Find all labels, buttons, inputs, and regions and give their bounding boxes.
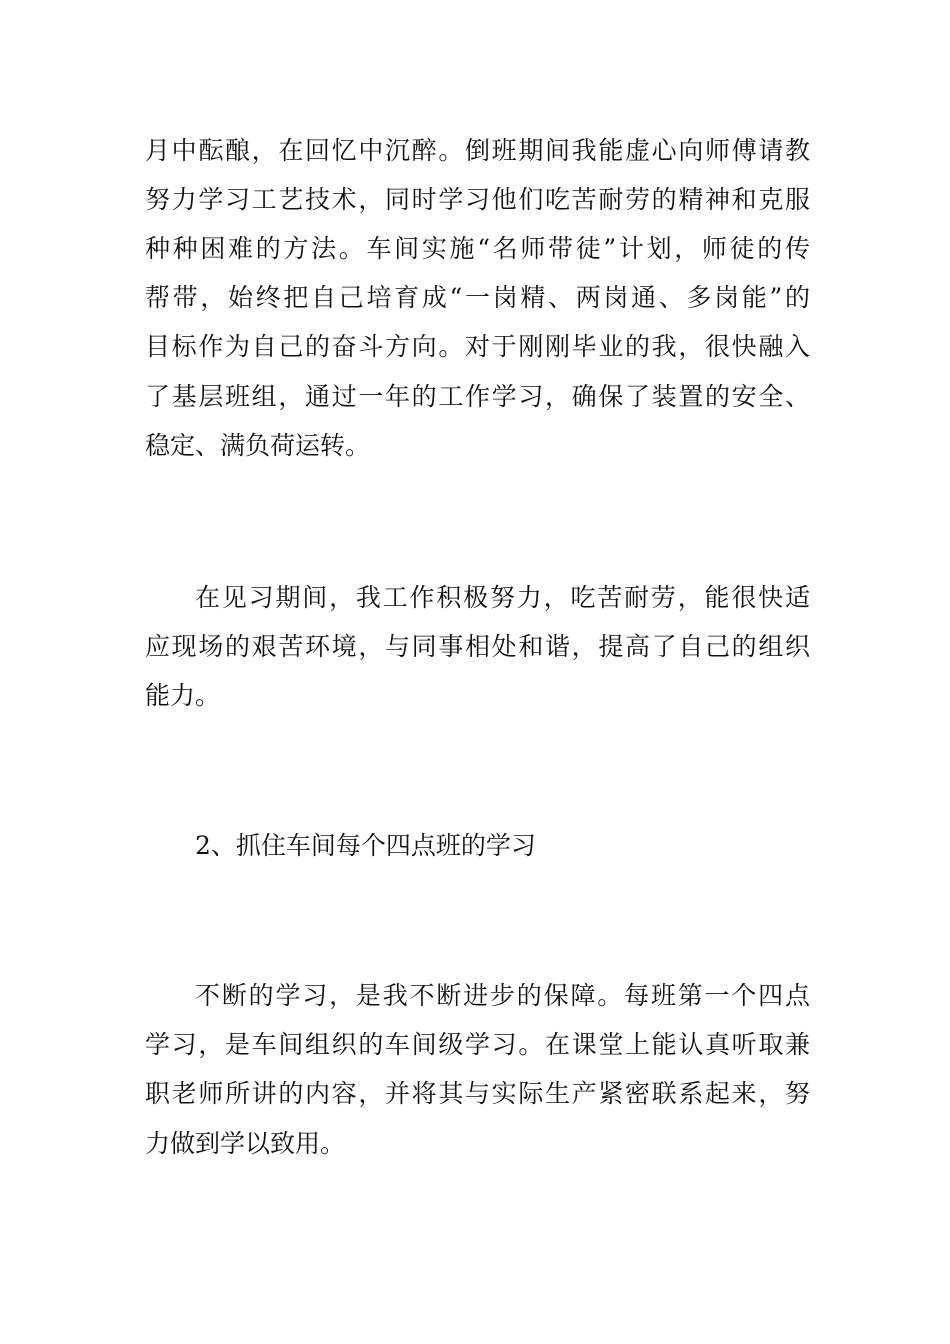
paragraph-1-line-7: 稳定、满负荷运转。 <box>145 431 371 460</box>
paragraph-2-line-2: 应现场的艰苦环境，与同事相处和谐，提高了自己的组织 <box>145 632 810 661</box>
paragraph-1-line-2: 努力学习工艺技术，同时学习他们吃苦耐劳的精神和克服 <box>145 185 810 214</box>
section-heading: 2、抓住车间每个四点班的学习 <box>195 831 536 860</box>
paragraph-1-line-4: 帮带，始终把自己培育成“一岗精、两岗通、多岗能”的 <box>145 283 810 312</box>
paragraph-4-line-4: 力做到学以致用。 <box>145 1129 346 1158</box>
paragraph-1-line-3: 种种困难的方法。车间实施“名师带徒”计划，师徒的传 <box>145 234 810 263</box>
paragraph-1-line-5: 目标作为自己的奋斗方向。对于刚刚毕业的我，很快融入 <box>145 332 810 361</box>
paragraph-4-line-2: 学习，是车间组织的车间级学习。在课堂上能认真听取兼 <box>145 1030 810 1059</box>
paragraph-1-line-6: 了基层班组，通过一年的工作学习，确保了装置的安全、 <box>145 382 810 411</box>
paragraph-1-line-1: 月中酝酿，在回忆中沉醉。倒班期间我能虚心向师傅请教 <box>145 136 810 165</box>
paragraph-4-line-1: 不断的学习，是我不断进步的保障。每班第一个四点 <box>195 981 810 1010</box>
paragraph-2-line-3: 能力。 <box>145 681 221 710</box>
paragraph-4-line-3: 职老师所讲的内容，并将其与实际生产紧密联系起来，努 <box>145 1079 810 1108</box>
paragraph-2-line-1: 在见习期间，我工作积极努力，吃苦耐劳，能很快适 <box>195 583 810 612</box>
